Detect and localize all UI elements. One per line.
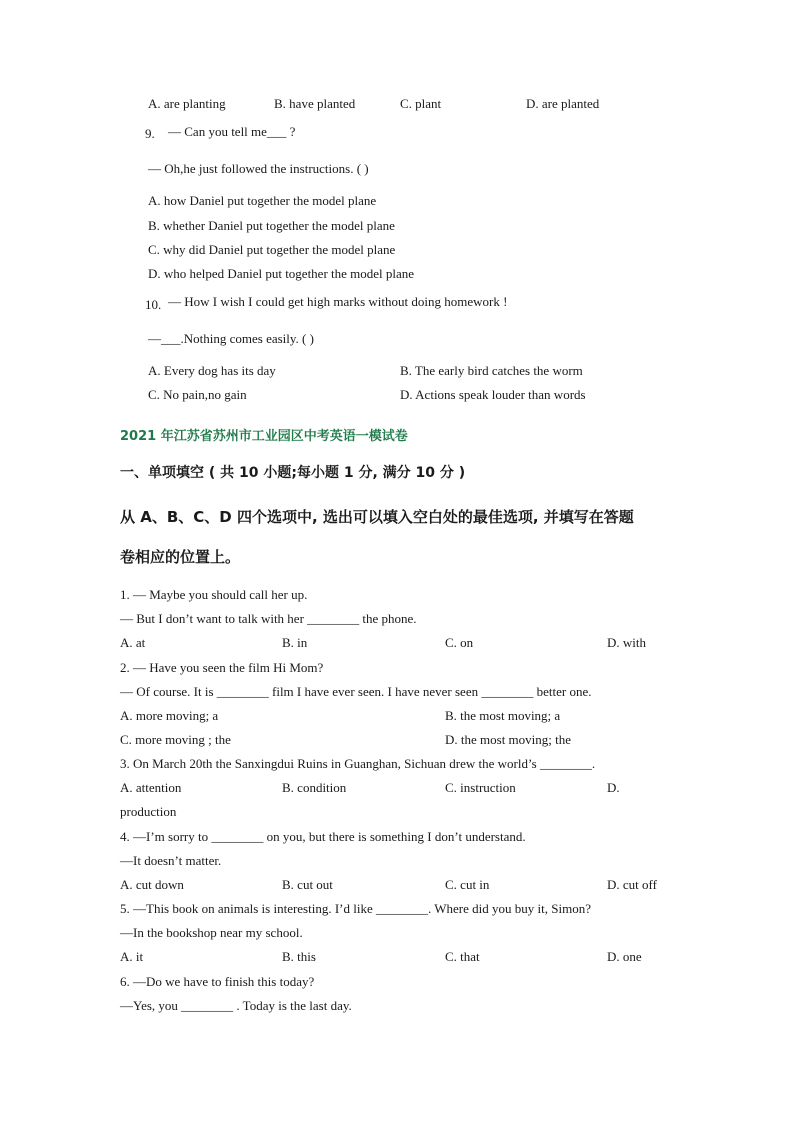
q4-option-d: D. cut off: [607, 877, 657, 892]
q5-option-d: D. one: [607, 949, 642, 964]
q10-number: 10.: [145, 297, 162, 312]
q4-option-a: A. cut down: [120, 877, 184, 892]
q1-line-2: — But I don’t want to talk with her ________ the phone.: [120, 611, 417, 626]
q5-line-2: —In the bookshop near my school.: [120, 925, 303, 940]
q10-option-c: C. No pain,no gain: [148, 387, 247, 402]
q2-option-c: C. more moving ; the: [120, 732, 231, 747]
q9-option-a: A. how Daniel put together the model plane: [148, 193, 377, 208]
q3-line-1: 3. On March 20th the Sanxingdui Ruins in Guanghan, Sichuan drew the world’s ________.: [120, 756, 596, 771]
q5-option-b: B. this: [282, 949, 316, 964]
q3-option-c: C. instruction: [445, 780, 516, 795]
q5-option-a: A. it: [120, 949, 144, 964]
q5-line-1: 5. —This book on animals is interesting. I’d like ________. Where did you buy it, Simon?: [120, 901, 591, 916]
q10-stem: — How I wish I could get high marks without doing homework !: [168, 294, 508, 309]
q1-option-d: D. with: [607, 635, 646, 650]
q3-option-a: A. attention: [120, 780, 182, 795]
q1-option-c: C. on: [445, 635, 474, 650]
q3-option-b: B. condition: [282, 780, 347, 795]
q9-number: 9.: [145, 126, 155, 141]
q8-option-d: D. are planted: [526, 96, 600, 111]
q8-option-b: B. have planted: [274, 96, 356, 111]
q9-option-c: C. why did Daniel put together the model plane: [148, 242, 396, 257]
q8-option-a: A. are planting: [148, 96, 226, 111]
q6-line-1: 6. —Do we have to finish this today?: [120, 974, 315, 989]
q8-option-c: C. plant: [400, 96, 442, 111]
q9-stem: — Can you tell me___ ?: [168, 124, 296, 139]
q10-option-b: B. The early bird catches the worm: [400, 363, 583, 378]
q2-line-2: — Of course. It is ________ film I have ever seen. I have never seen ________ better one.: [120, 684, 592, 699]
q4-option-b: B. cut out: [282, 877, 333, 892]
q2-line-1: 2. — Have you seen the film Hi Mom?: [120, 660, 324, 675]
q4-line-2: —It doesn’t matter.: [120, 853, 222, 868]
section-title: 一、单项填空 ( 共 10 小题;每小题 1 分, 满分 10 分 ): [120, 465, 466, 481]
q2-option-b: B. the most moving; a: [445, 708, 561, 723]
q3-option-d-text: production: [120, 804, 177, 819]
q4-option-c: C. cut in: [445, 877, 490, 892]
q1-option-a: A. at: [120, 635, 146, 650]
q9-option-d: D. who helped Daniel put together the model plane: [148, 266, 415, 281]
q3-option-d-label: D.: [607, 780, 620, 795]
q9-option-b: B. whether Daniel put together the model plane: [148, 218, 395, 233]
exam-title: 2021 年江苏省苏州市工业园区中考英语一模试卷: [120, 429, 408, 444]
q2-option-a: A. more moving; a: [120, 708, 219, 723]
q10-reply: —___.Nothing comes easily. ( ): [148, 331, 314, 346]
q6-line-2: —Yes, you ________ . Today is the last day.: [120, 998, 352, 1013]
q4-line-1: 4. —I’m sorry to ________ on you, but there is something I don’t understand.: [120, 829, 526, 844]
instructions-line-2: 卷相应的位置上。: [120, 548, 241, 566]
instructions-line-1: 从 A、B、C、D 四个选项中, 选出可以填入空白处的最佳选项, 并填写在答题: [120, 508, 634, 526]
q9-reply: — Oh,he just followed the instructions. ( ): [148, 161, 369, 176]
q5-option-c: C. that: [445, 949, 480, 964]
q10-option-a: A. Every dog has its day: [148, 363, 276, 378]
q1-line-1: 1. — Maybe you should call her up.: [120, 587, 308, 602]
q10-option-d: D. Actions speak louder than words: [400, 387, 586, 402]
q1-option-b: B. in: [282, 635, 308, 650]
q2-option-d: D. the most moving; the: [445, 732, 572, 747]
